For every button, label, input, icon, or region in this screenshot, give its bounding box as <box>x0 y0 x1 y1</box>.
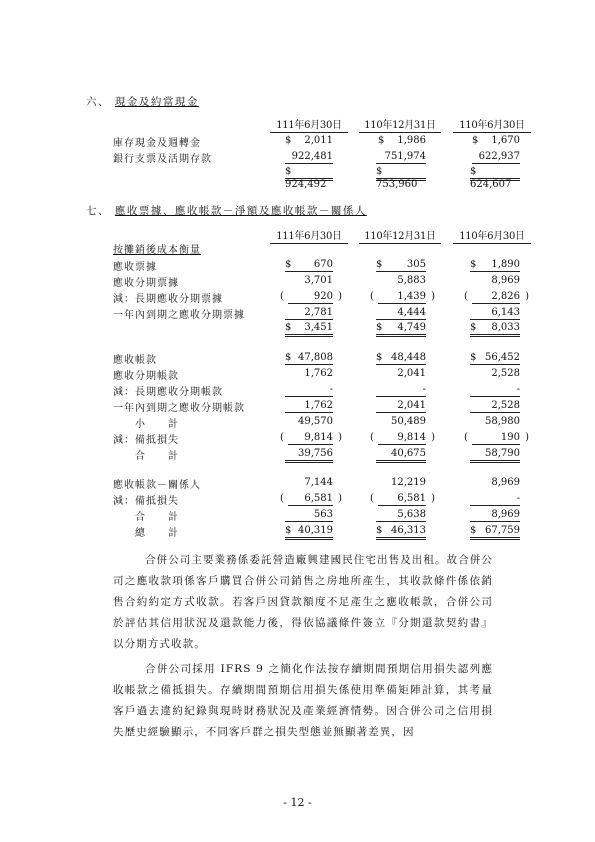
s7-cell: 3,701 <box>304 275 333 286</box>
section-6-heading: 現金及約當現金 <box>114 96 199 108</box>
body-text <box>113 550 493 743</box>
s7-header-col1: 111年6月30日 <box>270 227 348 244</box>
s7-cell-paren: ( 9,814 ) <box>370 432 435 443</box>
s7-subtotal-label: 小 計 <box>135 419 179 430</box>
s7-cell: 2,041 <box>397 368 426 379</box>
s7-cell: $ 48,448 <box>376 352 426 363</box>
s6-cell: 922,481 <box>285 150 333 164</box>
s7-cell: 2,781 <box>285 306 333 320</box>
s7-cell: 7,144 <box>304 477 333 488</box>
s7-cell: 8,969 <box>470 508 520 522</box>
s7-grand-total: $ 40,319 <box>285 524 333 540</box>
s7-cell: 4,444 <box>376 306 426 320</box>
s7-header-col2: 110年12月31日 <box>359 227 441 244</box>
s7-cell: 2,528 <box>491 368 520 379</box>
s7-row-label: 減：長期應收分期帳款 <box>113 387 223 398</box>
s7-cell: 563 <box>285 508 333 522</box>
s6-cell: $ 1,670 <box>472 135 520 146</box>
s7-cell: 2,041 <box>376 399 426 413</box>
s7-row-label: 一年內到期之應收分期票據 <box>113 310 245 321</box>
s7-cell: 49,570 <box>298 416 333 427</box>
section-7-title <box>86 203 367 218</box>
s7-row-label: 減：備抵損失 <box>113 496 179 507</box>
s7-cell: 8,969 <box>491 477 520 488</box>
s6-cell: 751,974 <box>376 150 426 164</box>
s6-cell: $ 1,986 <box>378 135 426 146</box>
s6-cell: $ 2,011 <box>285 135 333 146</box>
s7-cell: 58,980 <box>485 416 520 427</box>
s7-cell-paren: ( 190 ) <box>464 432 529 443</box>
section-7-number: 七、 <box>86 205 110 217</box>
s7-row-label: 減：備抵損失 <box>113 435 179 446</box>
s7-cell: 39,756 <box>285 447 333 463</box>
s7-cell: 1,762 <box>285 399 333 413</box>
s7-cell: $ 47,808 <box>285 352 333 363</box>
s7-cell-paren: ( 920 ) <box>280 291 342 302</box>
s7-grand-total: $ 46,313 <box>376 524 426 540</box>
s7-cell: - <box>376 383 426 397</box>
s6-row-label: 銀行支票及活期存款 <box>113 154 212 165</box>
s6-header-col1: 111年6月30日 <box>270 116 348 133</box>
s7-cell: - <box>285 383 333 397</box>
s7-cell: 50,489 <box>391 416 426 427</box>
s7-cell: 6,143 <box>470 306 520 320</box>
s7-header-col3: 110年6月30日 <box>453 227 531 244</box>
s7-cell: - <box>470 383 520 397</box>
s7-total-label: 合 計 <box>135 451 179 462</box>
section-6-title <box>86 94 199 109</box>
s6-header-col2: 110年12月31日 <box>359 116 441 133</box>
s7-total-label: 合 計 <box>135 512 179 523</box>
s7-grand-total-label: 總 計 <box>135 528 179 539</box>
s6-row-label: 庫存現金及週轉金 <box>113 138 201 149</box>
s7-cell: $ 1,890 <box>470 259 520 270</box>
s7-cell: $ 56,452 <box>470 352 520 363</box>
s7-cell-paren: ( 9,814 ) <box>280 432 342 443</box>
s7-cell: 5,883 <box>397 275 426 286</box>
s7-cell: 5,638 <box>376 508 426 522</box>
s7-cell: 40,675 <box>376 447 426 463</box>
s7-cell: $ 305 <box>376 259 426 270</box>
s7-cell: - <box>470 492 520 506</box>
s7-cell-paren: ( 2,826 ) <box>464 291 529 302</box>
s7-notes-total: $ 8,033 <box>470 321 520 337</box>
page-number: - 12 - <box>283 796 312 809</box>
s7-row-label: 應收票據 <box>113 262 157 273</box>
s7-grand-total: $ 67,759 <box>470 524 520 540</box>
section-6-number: 六、 <box>86 96 110 108</box>
s7-row-label: 減：長期應收分期票據 <box>113 294 223 305</box>
s6-total-cell: $ 624,607 <box>470 165 520 181</box>
s7-cell-paren: ( 6,581 ) <box>370 493 435 504</box>
s7-cell: 1,762 <box>304 368 333 379</box>
s7-cell-paren: ( 1,439 ) <box>370 291 435 302</box>
paragraph: 合併公司主要業務係委託營造廠興建國民住宅出售及出租。故合併公司之應收款項係客戶購買合併公司銷售之房地所產生，其收款條件係依銷售合約約定方式收款。若客戶因貸款額度不足產生之應收帳款，合併公司於評估其信用狀況及還款能力後，得依協議條件簽立『分期還款契約書』以分期方式收款。 <box>113 554 493 650</box>
s7-subtitle: 按攤銷後成本衡量 <box>113 245 201 256</box>
s7-notes-total: $ 4,749 <box>376 321 426 337</box>
s6-header-col3: 110年6月30日 <box>453 116 531 133</box>
s7-cell: 2,528 <box>470 399 520 413</box>
s7-cell: $ 670 <box>285 259 333 270</box>
s7-cell-paren: ( 6,581 ) <box>280 493 342 504</box>
s7-row-label: 應收帳款－關係人 <box>113 480 201 491</box>
s6-cell: 622,937 <box>472 150 520 164</box>
s7-row-label: 一年內到期之應收分期帳款 <box>113 403 245 414</box>
s6-total-cell: $ 924,492 <box>285 165 333 181</box>
s7-notes-total: $ 3,451 <box>285 321 333 337</box>
paragraph: 合併公司採用 IFRS 9 之簡化作法按存續期間預期信用損失認列應收帳款之備抵損失。存續期間預期信用損失係使用準備矩陣計算，其考量客戶過去違約紀錄與現時財務狀況及產業經濟情勢。因合併公司之信用損失歷史經驗顯示，不同客戶群之損失型態並無顯著差異，因 <box>113 663 493 738</box>
s6-total-cell: $ 753,960 <box>376 165 426 181</box>
s7-cell: 8,969 <box>491 275 520 286</box>
section-7-heading: 應收票據、應收帳款－淨額及應收帳款－關係人 <box>114 205 367 217</box>
s7-row-label: 應收帳款 <box>113 355 157 366</box>
s7-row-label: 應收分期票據 <box>113 278 179 289</box>
s7-row-label: 應收分期帳款 <box>113 371 179 382</box>
s7-cell: 12,219 <box>391 477 426 488</box>
s7-cell: 58,790 <box>470 447 520 463</box>
